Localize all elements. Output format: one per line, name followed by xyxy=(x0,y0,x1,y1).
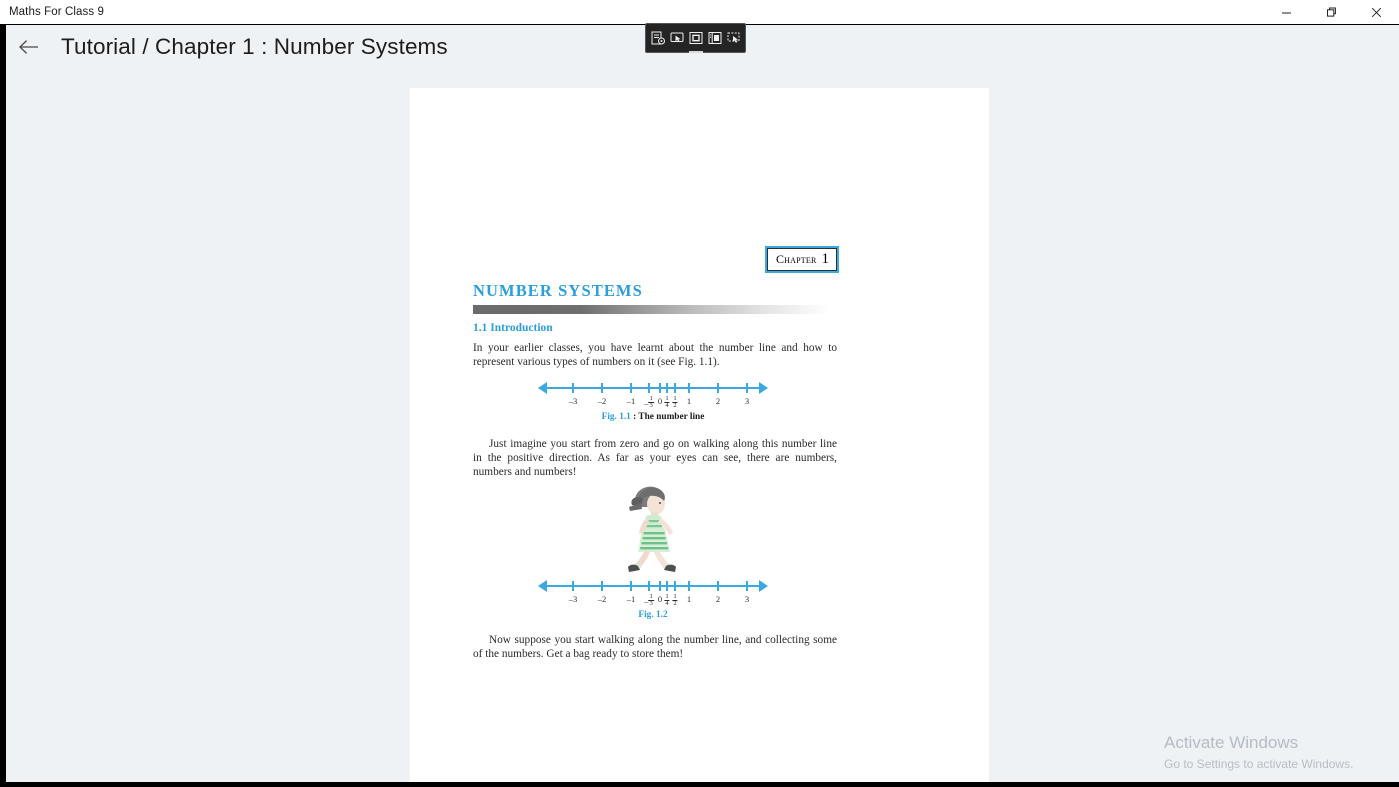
tick-three xyxy=(746,383,748,393)
figure-1-1-caption xyxy=(538,412,768,422)
fullscreen-capture-icon[interactable] xyxy=(725,28,743,48)
label-neg3: –3 xyxy=(568,396,578,406)
chapter-badge xyxy=(767,248,837,271)
label-neg2: –2 xyxy=(597,594,607,604)
label-two: 2 xyxy=(715,396,721,406)
tick-two xyxy=(717,383,719,393)
label-one-half: $\frac{1}{2}$ xyxy=(673,592,677,608)
window-controls xyxy=(1264,0,1399,24)
watermark-subtitle: Go to Settings to activate Windows. xyxy=(1164,756,1354,771)
axis-line xyxy=(546,387,760,389)
document-page xyxy=(410,88,989,782)
label-neg-one-third: – $\frac{1}{3}$ xyxy=(644,592,653,608)
chapter-title: NUMBER SYSTEMS xyxy=(473,281,643,300)
label-three: 3 xyxy=(744,594,750,604)
screen-capture-toolbar[interactable] xyxy=(645,23,746,53)
number-line xyxy=(538,578,768,608)
tick-neg3 xyxy=(572,383,574,393)
label-neg1: –1 xyxy=(626,594,636,604)
activate-windows-watermark xyxy=(1164,732,1394,771)
maximize-restore-button[interactable] xyxy=(1309,0,1354,24)
label-one: 1 xyxy=(686,396,692,406)
back-arrow-icon[interactable] xyxy=(8,26,50,68)
label-one-quarter: $\frac{1}{4}$ xyxy=(665,592,669,608)
tick-neg-one-third xyxy=(648,383,650,393)
label-one-half: $\frac{1}{2}$ xyxy=(673,394,677,410)
tick-one-half xyxy=(674,383,676,393)
walking-girl-illustration xyxy=(621,480,683,576)
watermark-title: Activate Windows xyxy=(1164,733,1299,752)
tick-one-half xyxy=(674,581,676,591)
tick-neg2 xyxy=(601,383,603,393)
tick-zero xyxy=(659,581,661,591)
label-zero: 0 xyxy=(657,396,663,406)
window-capture-icon[interactable] xyxy=(706,28,724,48)
gradient-rule xyxy=(473,305,830,314)
section-heading: 1.1 Introduction xyxy=(473,322,553,334)
chapter-badge-number: 1 xyxy=(821,251,829,267)
label-two: 2 xyxy=(715,594,721,604)
label-one: 1 xyxy=(686,594,692,604)
record-settings-icon[interactable] xyxy=(649,28,667,48)
tick-neg2 xyxy=(601,581,603,591)
right-arrow-icon xyxy=(759,580,768,592)
tick-one-quarter xyxy=(666,383,668,393)
chapter-badge-word: Chapter xyxy=(775,252,817,266)
tick-neg-one-third xyxy=(648,581,650,591)
tick-one xyxy=(688,383,690,393)
tick-one xyxy=(688,581,690,591)
label-neg-one-third: – $\frac{1}{3}$ xyxy=(644,394,653,410)
figure-1-2 xyxy=(538,578,768,620)
page-title: Tutorial / Chapter 1 : Number Systems xyxy=(61,33,448,59)
tick-one-quarter xyxy=(666,581,668,591)
window-title-bar xyxy=(0,0,1399,24)
figure-1-1 xyxy=(538,380,768,422)
cursor-capture-icon[interactable] xyxy=(668,28,686,48)
tick-three xyxy=(746,581,748,591)
right-arrow-icon xyxy=(759,382,768,394)
paragraph-2: Just imagine you start from zero and go on walking along this number line in the positive direction. As far as your eyes can see, there are numbers, numbers and numbers! xyxy=(473,438,837,478)
figure-1-1-caption-text: : The number line xyxy=(630,412,705,422)
close-button[interactable] xyxy=(1354,0,1399,24)
tick-neg3 xyxy=(572,581,574,591)
number-line xyxy=(538,380,768,410)
tick-two xyxy=(717,581,719,591)
label-neg1: –1 xyxy=(626,396,636,406)
label-three: 3 xyxy=(744,396,750,406)
tick-zero xyxy=(659,383,661,393)
figure-1-2-caption xyxy=(538,610,768,620)
figure-1-2-number: Fig. 1.2 xyxy=(638,610,668,620)
tick-neg1 xyxy=(630,581,632,591)
region-select-icon[interactable] xyxy=(687,28,705,48)
tick-neg1 xyxy=(630,383,632,393)
minimize-button[interactable] xyxy=(1264,0,1309,24)
paragraph-1: In your earlier classes, you have learnt about the number line and how to represent various types of numbers on it (see Fig. 1.1). xyxy=(473,342,837,368)
figure-1-1-number: Fig. 1.1 xyxy=(601,412,631,422)
label-neg3: –3 xyxy=(568,594,578,604)
window-title: Maths For Class 9 xyxy=(9,6,105,18)
paragraph-3: Now suppose you start walking along the number line, and collecting some of the numbers. Get a bag ready to store them! xyxy=(473,634,837,660)
label-zero: 0 xyxy=(657,594,663,604)
label-one-quarter: $\frac{1}{4}$ xyxy=(665,394,669,410)
app-window xyxy=(6,25,1399,782)
axis-line xyxy=(546,585,760,587)
label-neg2: –2 xyxy=(597,396,607,406)
